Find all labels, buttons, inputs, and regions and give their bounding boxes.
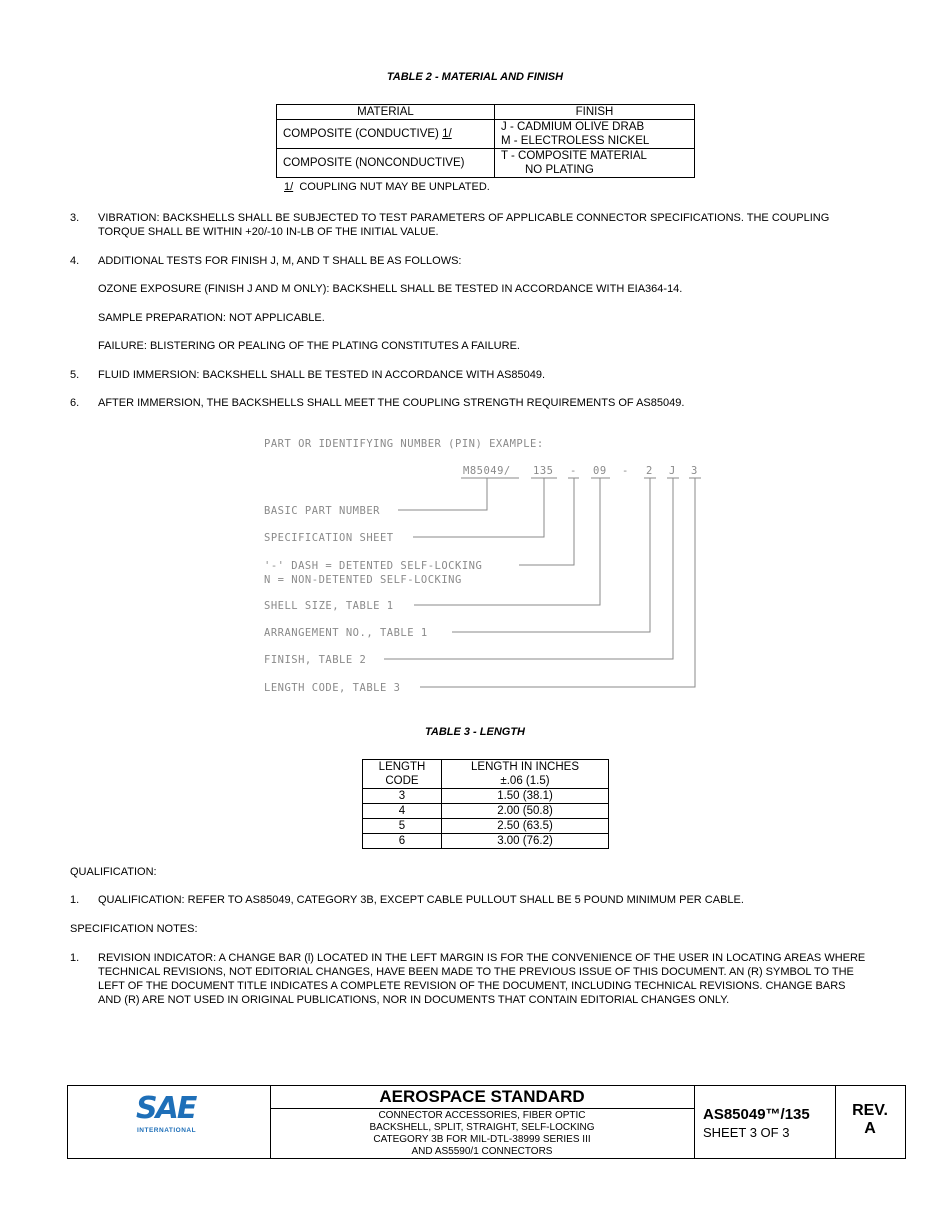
footnote-ref: 1/ <box>442 128 452 140</box>
table2-header-material: MATERIAL <box>277 105 495 120</box>
table2-header-finish: FINISH <box>495 105 695 120</box>
doc-number: AS85049™/135 <box>703 1106 810 1123</box>
sheet-number: SHEET 3 OF 3 <box>703 1125 790 1140</box>
sae-logo-sub: INTERNATIONAL <box>137 1127 197 1134</box>
pin-label-length: LENGTH CODE, TABLE 3 <box>264 682 401 694</box>
table2-cell-material: COMPOSITE (NONCONDUCTIVE) <box>277 149 495 178</box>
pin-part-sheet: 135 <box>533 465 554 477</box>
rev-label: REV. <box>852 1102 888 1119</box>
table2-cell-finish: J - CADMIUM OLIVE DRAB M - ELECTROLESS NICKEL <box>495 120 695 149</box>
table2-cell-material: COMPOSITE (CONDUCTIVE) 1/ <box>277 120 495 149</box>
sae-logo: SAE <box>136 1091 196 1126</box>
pin-label-shell: SHELL SIZE, TABLE 1 <box>264 600 394 612</box>
pin-part-shell: 09 <box>593 465 607 477</box>
doc-number-cell <box>694 1086 836 1158</box>
pin-label-dash: '-' DASH = DETENTED SELF-LOCKING <box>264 560 483 572</box>
table-row: 3 1.50 (38.1) <box>363 789 609 804</box>
table2 <box>276 104 695 178</box>
table-row: 6 3.00 (76.2) <box>363 834 609 849</box>
table3-header-code: LENGTH CODE <box>363 760 442 789</box>
table-row: 4 2.00 (50.8) <box>363 804 609 819</box>
pin-part-sep: - <box>622 465 629 477</box>
pin-example-diagram <box>0 430 950 700</box>
logo-cell <box>68 1086 271 1158</box>
table2-footnote: 1/ COUPLING NUT MAY BE UNPLATED. <box>284 181 490 193</box>
table3 <box>362 759 609 849</box>
rev-value: A <box>864 1120 876 1137</box>
table2-title: TABLE 2 - MATERIAL AND FINISH <box>386 71 564 83</box>
pin-part-length: 3 <box>691 465 698 477</box>
pin-title: PART OR IDENTIFYING NUMBER (PIN) EXAMPLE: <box>264 438 544 450</box>
pin-label-finish: FINISH, TABLE 2 <box>264 654 367 666</box>
pin-label-basic: BASIC PART NUMBER <box>264 505 380 517</box>
table3-title: TABLE 3 - LENGTH <box>424 726 525 738</box>
pin-part-dash: - <box>570 465 577 477</box>
pin-label-arrangement: ARRANGEMENT NO., TABLE 1 <box>264 627 428 639</box>
table2-cell-finish: T - COMPOSITE MATERIAL NO PLATING <box>495 149 695 178</box>
standard-title: AEROSPACE STANDARD <box>270 1086 694 1109</box>
title-cell <box>270 1086 695 1158</box>
pin-part-finish: J <box>669 465 676 477</box>
spec-notes-heading: SPECIFICATION NOTES: <box>70 923 198 935</box>
pin-part-basic: M85049/ <box>463 465 511 477</box>
rev-cell <box>835 1086 905 1158</box>
pin-part-arrangement: 2 <box>646 465 653 477</box>
pin-label-sheet: SPECIFICATION SHEET <box>264 532 394 544</box>
table3-header-length: LENGTH IN INCHES ±.06 (1.5) <box>442 760 609 789</box>
table-row: 5 2.50 (63.5) <box>363 819 609 834</box>
standard-subtitle: CONNECTOR ACCESSORIES, FIBER OPTIC BACKSHELL, SPLIT, STRAIGHT, SELF-LOCKING CATEGORY 3B FOR MIL-DTL-38999 SERIES III AND AS5590/1 CONNECTORS <box>369 1110 595 1157</box>
title-block <box>67 1085 906 1159</box>
pin-label-nondetented: N = NON-DETENTED SELF-LOCKING <box>264 574 462 586</box>
qualification-heading: QUALIFICATION: <box>70 866 157 878</box>
